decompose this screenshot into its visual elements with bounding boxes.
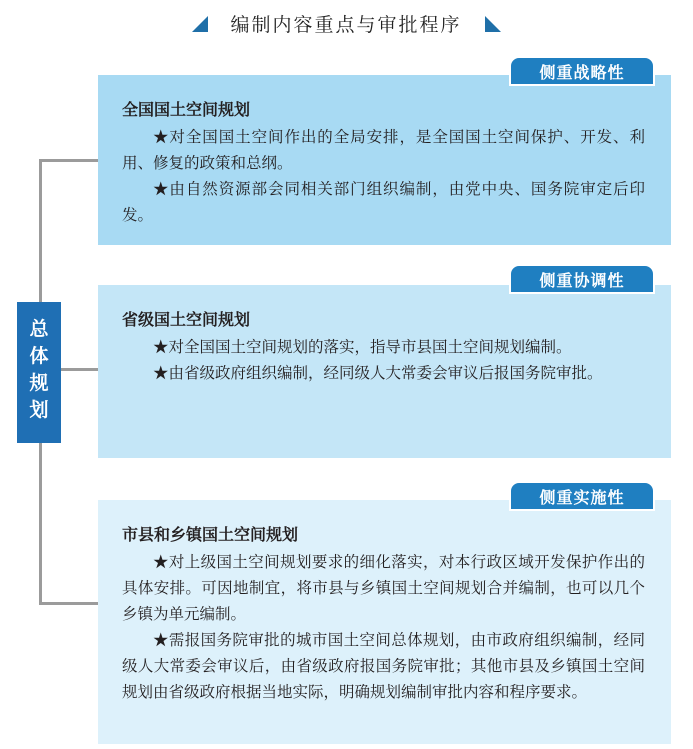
triangle-right-icon [485,16,501,32]
plan-title: 全国国土空间规划 [122,100,251,119]
plan-tag-implementation: 侧重实施性 [509,481,655,511]
root-char: 总 [29,318,49,340]
plan-item: ★对全国国土空间作出的全局安排，是全国国土空间保护、开发、利用、修复的政策和总纲。 [122,128,645,172]
root-node-overall-plan [17,302,61,443]
plan-title: 省级国土空间规划 [122,310,251,329]
plan-panel-city-county-township [98,500,671,744]
root-char: 划 [29,399,49,421]
plan-panel-national [98,75,671,245]
plan-panel-provincial [98,285,671,458]
diagram-header [0,10,693,40]
root-char: 体 [29,345,49,367]
plan-item: ★由自然资源部会同相关部门组织编制，由党中央、国务院审定后印发。 [122,180,645,224]
root-char: 规 [29,372,49,394]
plan-item: ★对上级国土空间规划要求的细化落实，对本行政区域开发保护作出的具体安排。可因地制宜，将市县与乡镇国土空间规划合并编制，也可以几个乡镇为单元编制。 [122,553,645,623]
connector-branch-3 [39,602,99,605]
plan-item: ★由省级政府组织编制，经同级人大常委会审议后报国务院审批。 [153,364,603,382]
plan-item: ★对全国国土空间规划的落实，指导市县国土空间规划编制。 [153,338,572,356]
plan-tag-coordination: 侧重协调性 [509,264,655,294]
connector-branch-2 [61,368,99,371]
connector-branch-1 [39,159,99,162]
plan-tag-strategic: 侧重战略性 [509,56,655,86]
plan-item: ★需报国务院审批的城市国土空间总体规划，由市政府组织编制，经同级人大常委会审议后，由省级政府报国务院审批；其他市县及乡镇国土空间规划由省级政府根据当地实际，明确规划编制审批内容和程序要求。 [122,631,645,701]
plan-title: 市县和乡镇国土空间规划 [122,525,299,544]
triangle-left-icon [192,16,208,32]
diagram-title: 编制内容重点与审批程序 [230,14,462,36]
